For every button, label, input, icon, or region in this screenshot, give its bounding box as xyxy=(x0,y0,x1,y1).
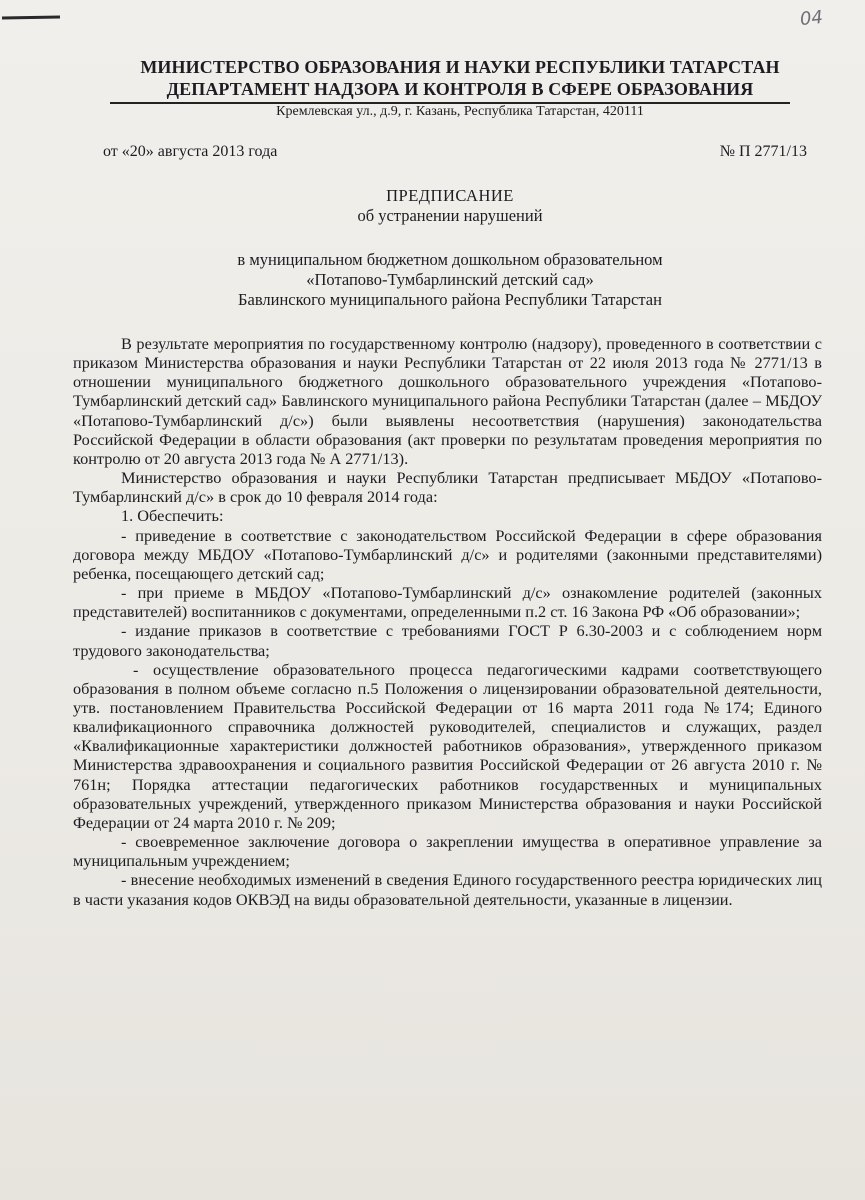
corner-mark xyxy=(2,15,60,19)
department-heading: ДЕПАРТАМЕНТ НАДЗОРА И КОНТРОЛЯ В СФЕРЕ ОБРАЗОВАНИЯ xyxy=(166,79,754,99)
bullet-property: - своевременное заключение договора о закреплении имущества в оперативное управление за муниципальным учреждением; xyxy=(73,832,822,871)
bullet-registry: - внесение необходимых изменений в сведения Единого государственного реестра юридических лиц в части указания кодов ОКВЭД на виды образовательной деятельности, указанные в лицензии. xyxy=(73,870,822,909)
institution-line-2: «Потапово-Тумбарлинский детский сад» xyxy=(306,270,594,289)
bullet-staffing: - осуществление образовательного процесса педагогическими кадрами соответствующего образования в полном объеме согласно п.5 Положения о лицензировании образовательной деятельности, утв. постановлением Правительства Российской Федерации от 16 марта 2011 года №174; Единого квалификационного справочника должностей руководителей, специалистов и служащих, раздел «Квалификационные характеристики должностей работников образования», утвержденного приказом Министерства здравоохранения и социального развития Российской Федерации от 26 августа 2010 г. № 761н; Порядка аттестации педагогических работников государственных и муниципальных образовательных учреждений, утвержденного приказом Министерства образования и науки Российской Федерации от 24 марта 2010 г. № 209; xyxy=(73,659,822,832)
document-subtitle: об устранении нарушений xyxy=(357,206,543,225)
bullet-orders: - издание приказов в соответствие с требованиями ГОСТ Р 6.30-2003 и с соблюдением норм трудового законодательства; xyxy=(73,621,822,660)
list-item-ensure: 1. Обеспечить: xyxy=(121,506,224,526)
document-date: от «20» августа 2013 года xyxy=(103,143,278,160)
paragraph-order: Министерство образования и науки Республики Татарстан предписывает МБДОУ «Потапово-Тумбарлинский д/с» в срок до 10 февраля 2014 года: xyxy=(73,468,822,507)
page-number-handwritten: 04 xyxy=(798,6,824,31)
document-number: № П 2771/13 xyxy=(719,143,807,160)
paragraph-findings: В результате мероприятия по государственному контролю (надзору), проведенного в соответствии с приказом Министерства образования и науки Республики Татарстан от 22 июля 2013 года № 2771/13 в отношении муниципального бюджетного дошкольного образовательного учреждения «Потапово-Тумбарлинский детский сад» Бавлинского муниципального района Республики Татарстан (далее – МБДОУ «Потапово-Тумбарлинский д/с») были выявлены несоответствия (нарушения) законодательства Российской Федерации в области образования (акт проверки по результатам проведения мероприятия по контролю от 20 августа 2013 года № А 2771/13). xyxy=(73,334,822,468)
ministry-address: Кремлевская ул., д.9, г. Казань, Республика Татарстан, 420111 xyxy=(276,104,644,119)
institution-line-3: Бавлинского муниципального района Республики Татарстан xyxy=(238,290,662,309)
bullet-admission: - при приеме в МБДОУ «Потапово-Тумбарлинский д/с» ознакомление родителей (законных представителей) воспитанников с документами, определенными п.2 ст. 16 Закона РФ «Об образовании»; xyxy=(73,583,822,622)
ministry-heading: МИНИСТЕРСТВО ОБРАЗОВАНИЯ И НАУКИ РЕСПУБЛИКИ ТАТАРСТАН xyxy=(140,57,780,77)
bullet-contract: - приведение в соответствие с законодательством Российской Федерации в сфере образования договора между МБДОУ «Потапово-Тумбарлинский д/с» и родителями (законными представителями) ребенка, посещающего детский сад; xyxy=(73,525,822,583)
document-title: ПРЕДПИСАНИЕ xyxy=(386,186,514,205)
institution-line-1: в муниципальном бюджетном дошкольном образовательном xyxy=(237,250,663,269)
document-body xyxy=(73,334,822,909)
